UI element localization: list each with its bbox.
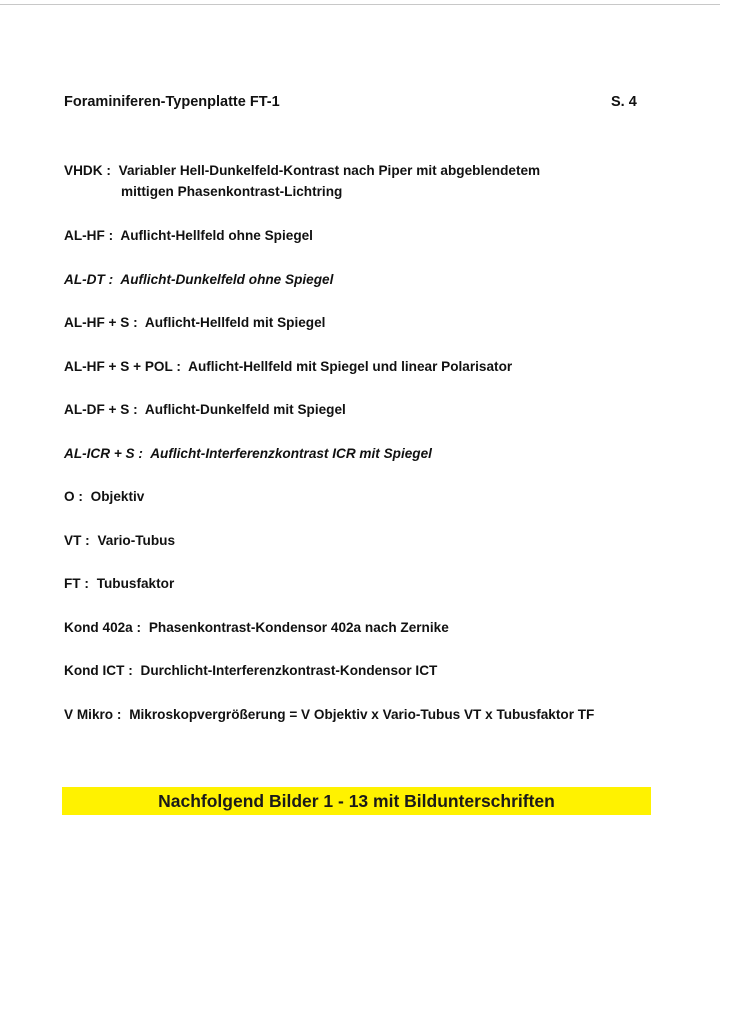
definition-separator: : xyxy=(128,663,133,678)
definition-separator: : xyxy=(176,358,181,374)
definition-abbr: AL-HF + S + POL xyxy=(64,358,173,374)
definition-separator: : xyxy=(84,576,89,591)
abbreviation-list xyxy=(64,160,704,747)
definition-separator: : xyxy=(136,619,142,635)
definition-item-al-hf-s-pol xyxy=(64,356,704,400)
definition-desc: Auflicht-Dunkelfeld ohne Spiegel xyxy=(120,271,334,287)
definition-desc: Durchlicht-Interferenzkontrast-Kondensor ICT xyxy=(140,663,438,678)
definition-item-al-icr-s xyxy=(64,443,704,487)
definition-separator: : xyxy=(133,402,138,417)
definition-abbr: Kond 402a xyxy=(64,619,133,635)
definition-abbr: VT xyxy=(64,532,82,548)
definition-separator: : xyxy=(116,706,122,722)
definition-desc: Auflicht-Hellfeld mit Spiegel xyxy=(144,315,326,330)
highlight-banner xyxy=(62,787,651,815)
definition-desc: Variabler Hell-Dunkelfeld-Kontrast nach Piper mit abgeblendetem xyxy=(118,163,541,178)
definition-abbr: O xyxy=(64,489,75,504)
definition-abbr: AL-HF xyxy=(64,228,105,243)
definition-item-al-hf xyxy=(64,225,704,269)
definition-item-al-dt xyxy=(64,269,704,313)
definition-abbr: VHDK xyxy=(64,163,103,178)
definition-desc-continuation: mittigen Phasenkontrast-Lichtring xyxy=(121,184,343,199)
definition-desc: Auflicht-Dunkelfeld mit Spiegel xyxy=(144,402,346,417)
definition-abbr: Kond ICT xyxy=(64,663,125,678)
definition-desc: Auflicht-Hellfeld ohne Spiegel xyxy=(120,228,313,243)
definition-abbr: AL-DT xyxy=(64,271,105,287)
definition-separator: : xyxy=(85,532,90,548)
definition-item-kond-ict xyxy=(64,660,704,704)
definition-desc: Phasenkontrast-Kondensor 402a nach Zernike xyxy=(148,619,449,635)
definition-desc: Auflicht-Interferenzkontrast ICR mit Spiegel xyxy=(150,445,432,461)
definition-desc: Auflicht-Hellfeld mit Spiegel und linear Polarisator xyxy=(188,358,513,374)
definition-item-ft xyxy=(64,573,704,617)
definition-desc: Objektiv xyxy=(90,489,145,504)
definition-item-al-hf-s xyxy=(64,312,704,356)
definition-abbr: FT xyxy=(64,576,81,591)
definition-item-vhdk xyxy=(64,160,704,225)
document-title: Foraminiferen-Typenplatte FT-1 xyxy=(64,94,280,110)
definition-item-vt xyxy=(64,530,704,574)
definition-desc: Tubusfaktor xyxy=(96,576,175,591)
definition-abbr: AL-HF + S xyxy=(64,315,130,330)
definition-separator: : xyxy=(133,315,138,330)
definition-separator: : xyxy=(108,271,114,287)
page-number: S. 4 xyxy=(611,94,637,110)
definition-abbr: AL-ICR + S xyxy=(64,445,135,461)
definition-item-o xyxy=(64,486,704,530)
top-rule xyxy=(0,4,720,5)
definition-desc: Mikroskopvergrößerung = V Objektiv x Vario-Tubus VT x Tubusfaktor TF xyxy=(129,706,595,722)
definition-separator: : xyxy=(138,445,143,461)
banner-text: Nachfolgend Bilder 1 - 13 mit Bildunterschriften xyxy=(158,791,555,811)
definition-item-kond-402a xyxy=(64,617,704,661)
definition-abbr: V Mikro xyxy=(64,706,114,722)
definition-item-v-mikro xyxy=(64,704,704,748)
definition-separator: : xyxy=(108,228,114,243)
definition-desc: Vario-Tubus xyxy=(97,532,176,548)
definition-abbr: AL-DF + S xyxy=(64,402,130,417)
definition-separator: : xyxy=(106,163,111,178)
definition-item-al-df-s xyxy=(64,399,704,443)
definition-separator: : xyxy=(78,489,83,504)
